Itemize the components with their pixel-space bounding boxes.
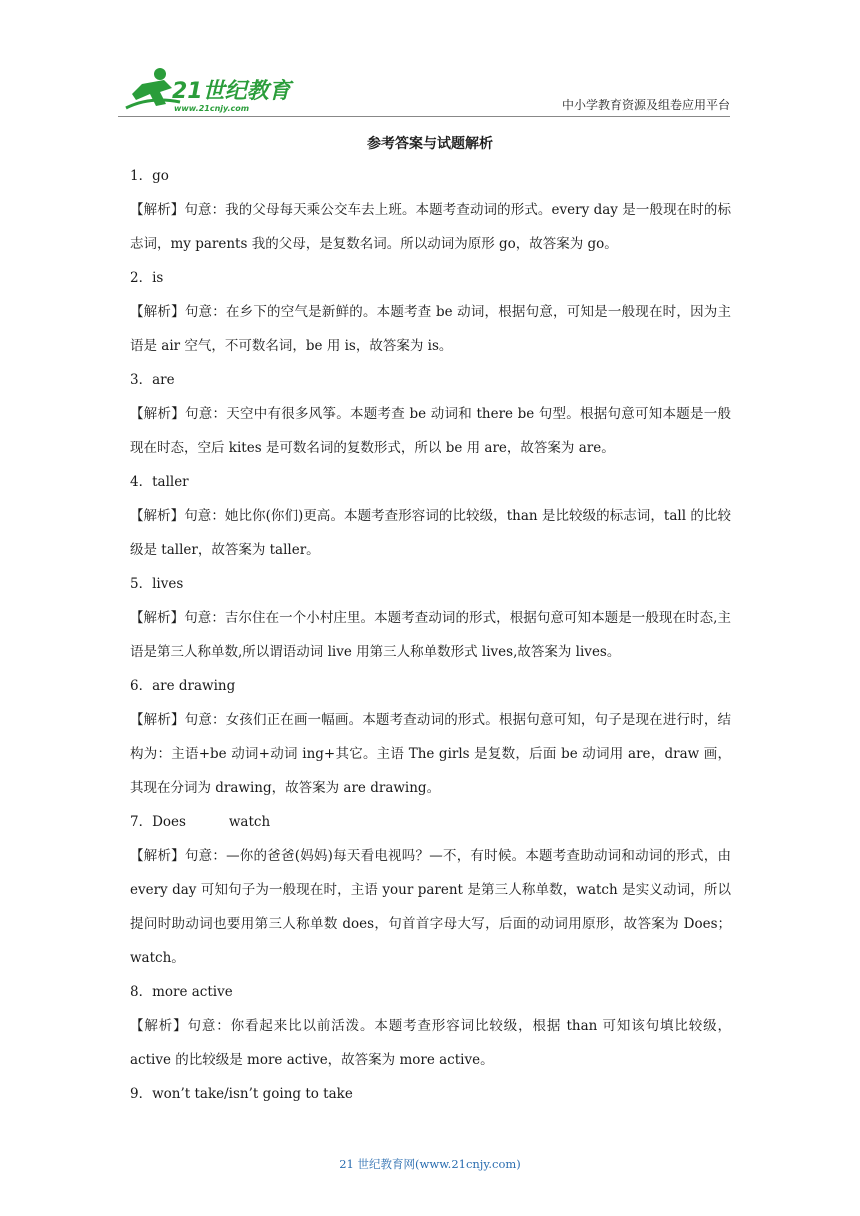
page-footer: 21 世纪教育网(www.21cnjy.com) (339, 1157, 521, 1171)
analysis-text: 【解析】句意：你看起来比以前活泼。本题考查形容词比较级，根据 than 可知该句填比较级，active 的比较级是 more active，故答案为 more active。 (130, 1018, 731, 1068)
answer-item (130, 567, 731, 669)
answer-item (130, 1077, 731, 1111)
analysis-text: 【解析】句意：—你的爸爸(妈妈)每天看电视吗？—不，有时候。本题考查助动词和动词的形式，由 every day 可知句子为一般现在时，主语 your parent 是第三人称单数，watch 是实义动词，所以提问时助动词也要用第三人称单数 does，句首首字母大写，后面的动词用原形，故答案为 Does；watch。 (130, 848, 731, 966)
analysis-text: 【解析】句意：我的父母每天乘公交车去上班。本题考查动词的形式。every day 是一般现在时的标志词，my parents 我的父母，是复数名词。所以动词为原形 go，故答案为 go。 (130, 202, 731, 252)
answer-item (130, 465, 731, 567)
answer-line: 1．go (130, 168, 169, 184)
answer-line: 5．lives (130, 576, 184, 592)
svg-text:www.21cnjy.com: www.21cnjy.com (174, 104, 250, 113)
answer-item (130, 363, 731, 465)
answer-line: 6．are drawing (130, 678, 236, 694)
analysis-text: 【解析】句意：女孩们正在画一幅画。本题考查动词的形式。根据句意可知，句子是现在进行时，结构为：主语+be 动词+动词 ing+其它。主语 The girls 是复数，后面 be 动词用 are，draw 画，其现在分词为 drawing，故答案为 are drawing。 (130, 712, 731, 796)
page-header (120, 64, 740, 116)
analysis-text: 【解析】句意：在乡下的空气是新鲜的。本题考查 be 动词，根据句意，可知是一般现在时，因为主语是 air 空气，不可数名词，be 用 is，故答案为 is。 (130, 304, 731, 354)
platform-name: 中小学教育资源及组卷应用平台 (561, 98, 730, 112)
analysis-text: 【解析】句意：她比你(你们)更高。本题考查形容词的比较级，than 是比较级的标志词，tall 的比较级是 taller，故答案为 taller。 (130, 508, 731, 558)
answer-list (130, 159, 731, 1111)
answer-item (130, 669, 731, 805)
analysis-text: 【解析】句意：天空中有很多风筝。本题考查 be 动词和 there be 句型。根据句意可知本题是一般现在时态，空后 kites 是可数名词的复数形式，所以 be 用 are，故答案为 are。 (130, 406, 731, 456)
answer-line: 2．is (130, 270, 164, 286)
answer-line: 8．more active (130, 984, 233, 1000)
answer-line: 4．taller (130, 474, 189, 490)
analysis-text: 【解析】句意：吉尔住在一个小村庄里。本题考查动词的形式，根据句意可知本题是一般现在时态,主语是第三人称单数,所以谓语动词 live 用第三人称单数形式 lives,故答案为 lives。 (130, 610, 731, 660)
header-divider (118, 116, 730, 117)
answer-item (130, 159, 731, 261)
answer-item (130, 975, 731, 1077)
logo-21cnjy (120, 64, 295, 116)
page-title: 参考答案与试题解析 (367, 136, 493, 152)
answer-line: 3．are (130, 372, 175, 388)
answer-item (130, 805, 731, 975)
answer-line: 9．won’t take/isn’t going to take (130, 1086, 353, 1102)
answer-item (130, 261, 731, 363)
svg-text:21世纪教育: 21世纪教育 (172, 79, 291, 104)
answer-line: 7．Does watch (130, 814, 271, 830)
